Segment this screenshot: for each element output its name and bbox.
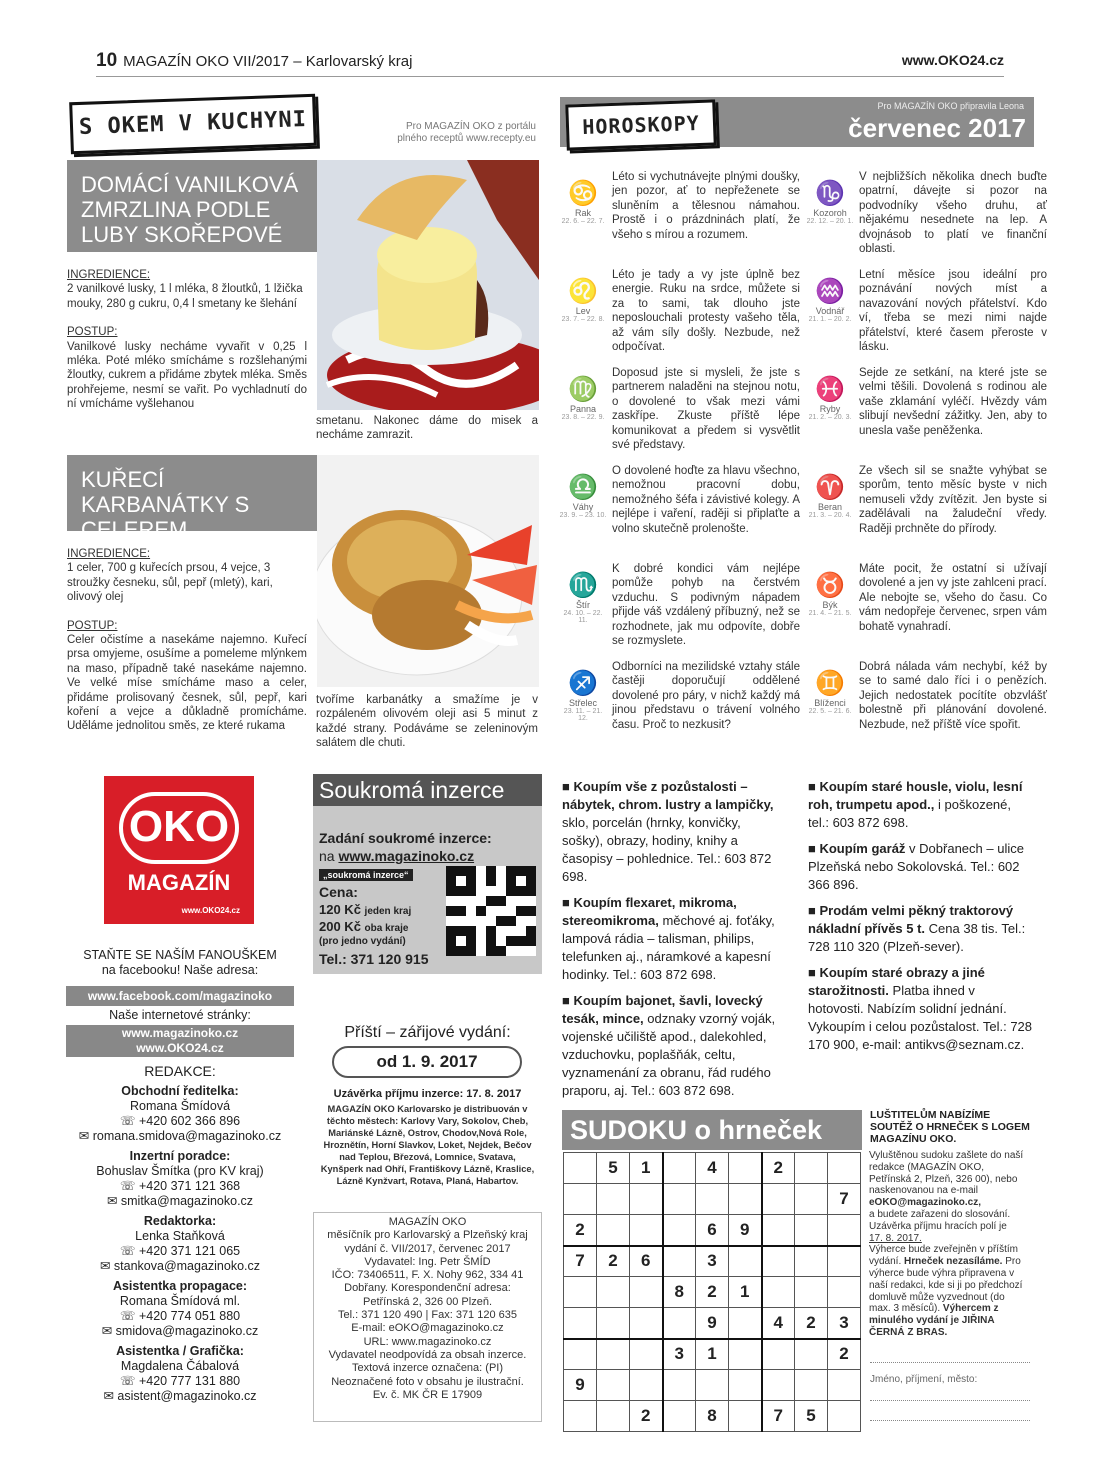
sudoku-separator	[870, 1362, 1030, 1363]
sudoku-cell[interactable]: 2	[597, 1246, 630, 1277]
sudoku-cell[interactable]	[762, 1215, 795, 1246]
zodiac-date: 21. 2. – 20. 3.	[808, 414, 852, 421]
horoscope-month: červenec 2017	[848, 113, 1026, 143]
recipe1-steps: Vanilkové lusky necháme vyvařit v 0,25 l mléka. Poté mléko smícháme s rozšlehanými žloutky, cukrem a přidáme zbytek mléka. Směs prohřejeme, nesmí se vařit. Po vychladnutí do ní vmícháme vyšlehanou	[67, 340, 307, 411]
sudoku-cell[interactable]	[564, 1277, 597, 1308]
sudoku-cell[interactable]	[630, 1277, 663, 1308]
ad-headline: Koupím garáž	[819, 841, 906, 856]
sudoku-cell[interactable]: 2	[630, 1401, 663, 1432]
classified-ad: ■ Koupím bajonet, šavli, lovecký tesák, mince, odznaky vzorný voják, vojenské učiliště apod., dalekohled, vzduchovku, poplašňák, celtu, vyznamenání za obranu, řád rudého praporu, aj. Tel.: 603 872 698.	[562, 993, 776, 1098]
zodiac-date: 22. 5. – 21. 6.	[808, 708, 852, 715]
zodiac-icon: ♋	[568, 180, 598, 207]
zodiac-text: Léto je tady a vy jste úplně bez energie. Ruku na srdce, můžete si za to sami, tak dlouho jste neposlouchali protesty vašeho těla, až vám síly došly. Nezbude, než odpočívat.	[612, 269, 800, 354]
classified-ad: ■ Koupím vše z pozůstalosti – nábytek, chrom. lustry a lampičky, sklo, porcelán (hrnky, konvičky, sošky), obrazy, hodiny, knihy a časopisy – pohlednice. Tel.: 603 872 698.	[562, 779, 774, 884]
sudoku-cell[interactable]	[564, 1308, 597, 1339]
sudoku-cell[interactable]: 7	[564, 1246, 597, 1277]
sudoku-rules	[869, 1150, 1029, 1339]
sudoku-cell[interactable]: 8	[696, 1401, 729, 1432]
zodiac-text: Máte pocit, že ostatní si užívají dovolené a jen vy jste zahlceni prací. Ale nebojte se, všeho do času. Co vám nedopřeje červenec, srpen vám bohatě vynahradí.	[859, 563, 1047, 633]
sudoku-cell[interactable]: 5	[795, 1401, 828, 1432]
ads-right-column	[808, 778, 1034, 1062]
inzerce-title: Soukromá inzerce	[313, 774, 542, 806]
ad-headline: Koupím vše z pozůstalosti – nábytek, chrom. lustry a lampičky,	[562, 779, 774, 812]
next-date: od 1. 9. 2017	[332, 1046, 522, 1078]
zodiac-sign	[805, 572, 855, 617]
sudoku-field-line-2[interactable]	[870, 1420, 1030, 1421]
recipe1-post-label: POSTUP:	[67, 326, 118, 339]
horoscope-item	[558, 268, 800, 366]
sudoku-cell[interactable]	[696, 1370, 729, 1401]
sudoku-cell[interactable]: 9	[729, 1215, 762, 1246]
kitchen-banner: S OKEM V KUCHYNI	[69, 94, 317, 155]
rules-3: Výherce bude zveřejněn v příštím vydání.	[869, 1244, 1018, 1268]
sudoku-cell[interactable]	[663, 1370, 696, 1401]
person-email[interactable]: ✉ smidova@magazinoko.cz	[101, 1324, 259, 1338]
price-1: 120 Kč	[319, 902, 361, 917]
sudoku-cell[interactable]	[762, 1339, 795, 1370]
logo-magazin: MAGAZÍN	[127, 870, 231, 895]
header-divider	[96, 76, 1004, 77]
redakce-title: REDAKCE:	[144, 1063, 216, 1079]
person-email[interactable]: ✉ smitka@magazinoko.cz	[106, 1194, 254, 1208]
zodiac-sign	[558, 180, 608, 225]
impressum-line: vydání č. VII/2017, červenec 2017	[344, 1242, 511, 1255]
sudoku-cell[interactable]	[762, 1184, 795, 1215]
sudoku-cell[interactable]	[729, 1246, 762, 1277]
sudoku-cell[interactable]	[597, 1401, 630, 1432]
ads-left-column	[562, 778, 784, 1108]
sudoku-cell[interactable]: 3	[828, 1308, 861, 1339]
zodiac-icon: ♓	[815, 376, 845, 403]
zodiac-name: Beran	[817, 502, 843, 512]
zodiac-text: O dovolené hoďte za hlavu všechno, nemožnou pracovní dobu, nemožného šéfa i závistivé kolegy. A nejlépe i vaření, raději si připlaťte a volno skutečně prolenošte.	[612, 465, 800, 535]
zodiac-text: Léto si vychutnávejte plnými doušky, jen pozor, ať to nepřeženete se sluněním a tělesnou námahou. Prostě i o prázdninách platí, že všeho s mírou a rozumem.	[612, 171, 800, 241]
sudoku-cell[interactable]	[696, 1184, 729, 1215]
zodiac-icon: ♊	[815, 670, 845, 697]
recipe2-post-label: POSTUP:	[67, 619, 118, 632]
issue-title: MAGAZÍN OKO VII/2017 – Karlovarský kraj	[123, 53, 413, 70]
sudoku-cell[interactable]: 3	[663, 1339, 696, 1370]
sudoku-cell[interactable]: 4	[762, 1308, 795, 1339]
sudoku-cell[interactable]: 2	[696, 1277, 729, 1308]
zodiac-sign	[558, 376, 608, 421]
rules-nosend: Hrneček nezasíláme.	[904, 1256, 1003, 1268]
impressum-line: IČO: 73406511, F. X. Nohy 962, 334 41	[331, 1269, 524, 1282]
recipe1-body	[67, 268, 307, 412]
sudoku-cell[interactable]	[564, 1184, 597, 1215]
price-note: (pro jedno vydání)	[319, 936, 406, 947]
recipe2-ing-label: INGREDIENCE:	[67, 548, 151, 560]
sudoku-cell[interactable]: 1	[729, 1277, 762, 1308]
sudoku-cell[interactable]	[795, 1215, 828, 1246]
sudoku-cell[interactable]	[795, 1370, 828, 1401]
zodiac-text: Odborníci na mezilidské vztahy stále častěji doporučují oddělené dovolené pro páry, v nichž každý má jinou představu o trávení volného času. Proč to nezkusit?	[612, 661, 800, 731]
ad-text: v Dobřanech – ulice Plzeňská nebo Sokolovská. Tel.: 602 366 896.	[808, 841, 1024, 892]
redakce-list	[66, 1084, 294, 1409]
web-link-1[interactable]: www.magazinoko.cz	[121, 1026, 239, 1040]
zodiac-icon: ♈	[815, 474, 845, 501]
sudoku-cell[interactable]	[762, 1277, 795, 1308]
recipe1-ing-label: INGREDIENCE:	[67, 269, 151, 281]
person-phone[interactable]: ☏ +420 777 131 880	[119, 1374, 241, 1388]
impressum-line: Textová inzerce označena: (PI)	[351, 1362, 504, 1375]
recipe1-photo	[317, 160, 539, 410]
sudoku-cell[interactable]	[828, 1153, 861, 1184]
sudoku-cell[interactable]	[630, 1370, 663, 1401]
ad-headline: Koupím bajonet, šavli, lovecký tesák, mince,	[562, 993, 763, 1026]
sudoku-cell[interactable]	[630, 1339, 663, 1370]
kitchen-credit: Pro MAGAZÍN OKO z portálu plného receptů www.recepty.eu	[397, 121, 536, 144]
recipe2-steps: Celer očistíme a nasekáme najemno. Kuřecí prsa omyjeme, osušíme a pomeleme mlýnkem na maso, případně také nasekáme najemno. Ve velké míse smícháme maso a celer, přidáme prolisovaný česnek, sůl, pepř, kari koření a vejce a důkladně promícháme. Uděláme jednolitou směs, ze které rukama	[67, 634, 307, 733]
zodiac-name: Ryby	[819, 404, 841, 414]
zodiac-date: 23. 7. – 22. 8.	[561, 316, 605, 323]
redakce-person	[66, 1279, 294, 1339]
person-phone[interactable]: ☏ +420 774 051 880	[119, 1309, 241, 1323]
sudoku-cell[interactable]	[630, 1184, 663, 1215]
sudoku-cell[interactable]: 6	[630, 1246, 663, 1277]
ad-headline: Koupím flexaret, mikroma, stereomikroma,	[562, 895, 737, 928]
rules-1: Vyluštěnou sudoku zašlete do naší redakce (MAGAZÍN OKO, Petřínská 2, Plzeň, 326 00), nebo naskenovanou na e-mail	[869, 1150, 1024, 1197]
inzerce-box	[313, 806, 542, 974]
sudoku-cell[interactable]	[564, 1153, 597, 1184]
rules-email[interactable]: eOKO@magazinoko.cz,	[869, 1197, 981, 1209]
zodiac-icon: ♍	[568, 376, 598, 403]
sudoku-cell[interactable]	[795, 1153, 828, 1184]
page-number: 10	[96, 50, 118, 71]
zodiac-icon: ♑	[815, 180, 845, 207]
distribution: MAGAZÍN OKO Karlovarsko je distribuován v těchto městech: Karlovy Vary, Sokolov, Cheb, Mariánské Lázně, Ostrov, Chodov,Nová Role, Hroznětín, Horní Slavkov, Loket, Nejdek, Bečov nad Teplou, Březová, Lomnice, Svatava, Kynšperk nad Ohří, Františkovy Lázně, Kraslice, Lázně Kynžvart, Rotava, Planá, Habartov.	[320, 1104, 535, 1186]
horoscope-item	[805, 366, 1047, 464]
web-links	[66, 1025, 294, 1057]
impressum-line: MAGAZÍN OKO	[388, 1216, 467, 1228]
classified-ad: ■ Koupím staré housle, violu, lesní roh, trumpetu apod., i poškozené, tel.: 603 872 698.	[808, 779, 1023, 830]
impressum-line: Petřínská 2, 326 00 Plzeň.	[362, 1295, 493, 1308]
impressum-line: URL: www.magazinoko.cz	[363, 1335, 492, 1348]
next-label: Příští – zářijové vydání:	[344, 1024, 511, 1041]
redakce-person	[66, 1149, 294, 1209]
recipe2-body	[67, 547, 307, 734]
sudoku-cell[interactable]	[597, 1339, 630, 1370]
horoscope-item	[805, 170, 1047, 268]
zodiac-name: Štír	[575, 600, 590, 610]
impressum-box	[313, 1212, 542, 1422]
sudoku-cell[interactable]	[597, 1277, 630, 1308]
impressum-line: E-mail: eOKO@magazinoko.cz	[351, 1322, 504, 1335]
zodiac-name: Vodnář	[815, 306, 845, 316]
zodiac-sign	[558, 670, 608, 722]
person-phone[interactable]: ☏ +420 602 366 896	[119, 1114, 241, 1128]
inzerce-zadani: Zadání soukromé inzerce:	[319, 830, 492, 846]
fan-line2: na facebooku! Naše adresa:	[101, 963, 259, 977]
horoscope-item	[558, 170, 800, 268]
person-name: Romana Šmídová ml.	[119, 1294, 241, 1308]
sudoku-cell[interactable]	[663, 1153, 696, 1184]
recipe2-photo	[317, 455, 539, 687]
uzaverka: Uzávěrka příjmu inzerce: 17. 8. 2017	[333, 1088, 522, 1100]
sudoku-cell[interactable]: 9	[696, 1308, 729, 1339]
sudoku-cell[interactable]: 1	[696, 1339, 729, 1370]
inzerce-url[interactable]: www.magazinoko.cz	[338, 848, 475, 864]
web-label: Naše internetové stránky:	[109, 1008, 251, 1022]
sudoku-cell[interactable]	[663, 1401, 696, 1432]
zodiac-name: Býk	[822, 600, 838, 610]
inzerce-tag: „soukromá inzerce“	[319, 869, 413, 881]
sudoku-cell[interactable]	[597, 1215, 630, 1246]
inzerce-tel: Tel.: 371 120 915	[319, 951, 429, 967]
sudoku-cell[interactable]	[795, 1277, 828, 1308]
horoscope-item	[558, 464, 800, 562]
zodiac-name: Blíženci	[814, 698, 846, 708]
sudoku-cell[interactable]	[630, 1215, 663, 1246]
ad-headline: Koupím staré obrazy a jiné starožitnosti.	[808, 965, 985, 998]
sudoku-title: SUDOKU o hrneček	[562, 1110, 862, 1150]
horoscope-banner: HOROSKOPY	[565, 99, 717, 150]
sudoku-cell[interactable]	[828, 1215, 861, 1246]
zodiac-date: 23. 9. – 23. 10.	[559, 512, 607, 519]
person-role: Redaktorka:	[143, 1214, 217, 1228]
ad-headline: Koupím staré housle, violu, lesní roh, trumpetu apod.,	[808, 779, 1023, 812]
sudoku-cell[interactable]	[663, 1215, 696, 1246]
price-1-scope: jeden kraj	[364, 906, 412, 917]
sudoku-grid[interactable]	[563, 1152, 861, 1432]
sudoku-cell[interactable]	[729, 1153, 762, 1184]
zodiac-sign	[805, 376, 855, 421]
ad-text: měchové aj. foťáky, lampová rádia – talisman, philips, telefunken aj., náramkové a kapesní hodinky. Tel.: 603 872 698.	[562, 913, 775, 982]
sudoku-cell[interactable]	[663, 1246, 696, 1277]
meatball-illustration	[317, 455, 539, 687]
classified-ad: ■ Koupím flexaret, mikroma, stereomikroma, měchové aj. foťáky, lampová rádia – talisman, philips, telefunken aj., náramkové a kapesní hodinky. Tel.: 603 872 698.	[562, 895, 775, 982]
zodiac-sign	[805, 278, 855, 323]
rules-winner: Výhercem z minulého vydání je JIŘINA ČERNÁ Z BRAS.	[869, 1303, 999, 1338]
zodiac-date: 21. 4. – 21. 5.	[808, 610, 852, 617]
sudoku-cell[interactable]: 9	[564, 1370, 597, 1401]
fan-line1: STAŇTE SE NAŠÍM FANOUŠKEM	[83, 948, 277, 962]
zodiac-name: Kozoroh	[813, 208, 847, 218]
zodiac-text: Dobrá nálada vám nechybí, kéž by se to samé dalo říci i o penězích. Jejich nedostatek pocítíte obzvlášť bolestně při plánování dovolené. Nezbude, než příště více spořit.	[859, 661, 1047, 731]
sudoku-field-label: Jméno, příjmení, město:	[870, 1374, 978, 1385]
sudoku-cell[interactable]: 2	[795, 1308, 828, 1339]
zodiac-icon: ♎	[568, 474, 598, 501]
sudoku-cell[interactable]	[762, 1246, 795, 1277]
ice-cream-illustration	[317, 160, 539, 410]
ad-text: Platba ihned v hotovosti. Nabízím solidní jednání. Vykoupím i celou pozůstalost. Tel.: 728 170 900, e-mail: antikvs@seznam.cz.	[808, 983, 1033, 1052]
sudoku-cell[interactable]	[729, 1401, 762, 1432]
person-name: Romana Šmídová	[129, 1099, 231, 1113]
sudoku-cell[interactable]	[795, 1246, 828, 1277]
redakce-person	[66, 1084, 294, 1144]
price-2-scope: oba kraje	[364, 923, 409, 934]
sudoku-cell[interactable]	[597, 1370, 630, 1401]
zodiac-sign	[805, 474, 855, 519]
sudoku-cell[interactable]	[828, 1246, 861, 1277]
sudoku-cell[interactable]: 3	[696, 1246, 729, 1277]
sudoku-cell[interactable]: 5	[597, 1153, 630, 1184]
zodiac-icon: ♌	[568, 278, 598, 305]
impressum-line: Neoznačené foto v obsahu je ilustrační.	[331, 1375, 524, 1388]
zodiac-text: Letní měsíce jsou ideální pro poznávání nových míst a navazování nových přátelství. Kdo ví, třeba se mezi nimi najde přátelství, které časem přeroste v lásku.	[859, 269, 1047, 354]
rules-4: Pro výherce bude výhra připravena v naší redakci, kde si ji po předchozí domluvě může vyzvednout (do max. 3 měsíců).	[869, 1256, 1023, 1315]
sudoku-cell[interactable]	[564, 1339, 597, 1370]
sudoku-cell[interactable]: 7	[828, 1184, 861, 1215]
qr-code-icon[interactable]	[446, 866, 536, 956]
zodiac-text: K dobré kondici vám nejlépe pomůže pohyb na čerstvém vzduchu. S podivným nápadem přijde váš vzdálený příbuzný, než se rozhodnete, jak mu odpovíte, dobře se rozmyslete.	[612, 563, 800, 648]
redakce-person	[66, 1214, 294, 1274]
impressum-line: Ev. č. MK ČR E 17909	[372, 1388, 483, 1401]
inzerce-cena: Cena:	[319, 884, 358, 900]
person-role: Obchodní ředitelka:	[121, 1084, 239, 1098]
zodiac-icon: ♏	[568, 572, 598, 599]
zodiac-name: Váhy	[572, 502, 594, 512]
redakce-person	[66, 1344, 294, 1404]
sudoku-cell[interactable]	[729, 1370, 762, 1401]
zodiac-date: 21. 1. – 20. 2.	[808, 316, 852, 323]
sudoku-cell[interactable]: 4	[696, 1153, 729, 1184]
web-link-2[interactable]: www.OKO24.cz	[136, 1041, 224, 1055]
ad-text: Cena 38 tis. Tel.: 728 110 320 (Plzeň-sever).	[808, 921, 1026, 954]
sudoku-cell[interactable]	[663, 1308, 696, 1339]
person-role: Inzertní poradce:	[129, 1149, 231, 1163]
ad-headline: Prodám velmi pěkný traktorový nákladní přívěs 5 t.	[808, 903, 1014, 936]
rules-2: a budete zařazeni do slosování. Uzávěrka příjmu hracích polí je	[869, 1208, 1011, 1232]
sudoku-offer: LUŠTITELŮM NABÍZÍME SOUTĚŽ O HRNEČEK S LOGEM MAGAZÍNU OKO.	[870, 1109, 1030, 1145]
logo-oko: OKO	[119, 792, 239, 864]
zodiac-text: V nejbližších několika dnech buďte opatrní, dávejte si pozor na podvodníky všeho druhu, ať nějakému nesednete na lep. A dvojnásob to platí ve finanční oblasti.	[859, 171, 1047, 256]
zodiac-date: 23. 8. – 22. 9.	[561, 414, 605, 421]
person-name: Lenka Staňková	[135, 1229, 225, 1243]
horoscope-item	[805, 268, 1047, 366]
facebook-link[interactable]: www.facebook.com/magazinoko	[66, 986, 294, 1006]
zodiac-name: Rak	[574, 208, 591, 218]
sudoku-cell[interactable]	[795, 1339, 828, 1370]
sudoku-cell[interactable]	[729, 1339, 762, 1370]
impressum-line: měsíčník pro Karlovarský a Plzeňský kraj	[327, 1229, 528, 1242]
horoscope-item	[805, 464, 1047, 562]
horoscope-item	[805, 562, 1047, 660]
impressum-line: Tel.: 371 120 490 | Fax: 371 120 635	[338, 1309, 517, 1322]
zodiac-text: Doposud jste si mysleli, že jste s partnerem naladěni na stejnou notu, o dovolené to však mezi vámi zaskřípe. Zkuste příště lépe komunikovat a předem si vysvětlit své představy.	[612, 367, 800, 452]
horoscope-item	[558, 562, 800, 660]
zodiac-sign	[558, 474, 608, 519]
ad-text: sklo, porcelán (hrnky, konvičky, sošky), obrazy, hodiny, knihy a časopisy – pohlednice. Tel.: 603 872 698.	[562, 815, 772, 884]
inzerce-na: na	[319, 848, 335, 864]
sudoku-cell[interactable]	[729, 1308, 762, 1339]
zodiac-date: 23. 11. – 21. 12.	[563, 708, 603, 722]
zodiac-icon: ♐	[568, 670, 598, 697]
sudoku-cell[interactable]: 6	[696, 1215, 729, 1246]
sudoku-cell[interactable]	[828, 1370, 861, 1401]
zodiac-name: Střelec	[568, 698, 597, 708]
sudoku-cell[interactable]	[597, 1184, 630, 1215]
ad-text: i poškozené, tel.: 603 872 698.	[808, 797, 1011, 830]
recipe1-ingredients: 2 vanilkové lusky, 1 l mléka, 8 žloutků, 1 lžička mouky, 280 g cukru, 0,4 l smetany ke šlehání	[67, 283, 303, 310]
horoscope-item	[558, 366, 800, 464]
sudoku-cell[interactable]	[597, 1308, 630, 1339]
person-phone[interactable]: ☏ +420 371 121 065	[119, 1244, 241, 1258]
recipe1-steps-cont: smetanu. Nakonec dáme do misek a necháme zamrazit.	[316, 415, 538, 442]
sudoku-cell[interactable]: 8	[663, 1277, 696, 1308]
person-phone[interactable]: ☏ +420 371 121 368	[119, 1179, 241, 1193]
site-url[interactable]: www.OKO24.cz	[901, 52, 1004, 68]
person-email[interactable]: ✉ stankova@magazinoko.cz	[99, 1259, 261, 1273]
rules-deadline: 17. 8. 2017.	[869, 1232, 922, 1244]
person-email[interactable]: ✉ romana.smidova@magazinoko.cz	[78, 1129, 282, 1143]
zodiac-icon: ♉	[815, 572, 845, 599]
person-name: Magdalena Čábalová	[120, 1359, 240, 1373]
page-header	[96, 50, 412, 72]
fan-block	[66, 948, 294, 978]
sudoku-cell[interactable]: 2	[828, 1339, 861, 1370]
logo-url: www.OKO24.cz	[181, 906, 240, 915]
zodiac-date: 22. 6. – 22. 7.	[561, 218, 605, 225]
oko-logo	[104, 776, 254, 924]
impressum-line: Vydavatel: Ing. Petr ŠMÍD	[364, 1255, 491, 1268]
zodiac-sign	[805, 180, 855, 225]
sudoku-cell[interactable]: 7	[762, 1401, 795, 1432]
zodiac-sign	[558, 278, 608, 323]
sudoku-cell[interactable]: 2	[564, 1215, 597, 1246]
sudoku-cell[interactable]	[663, 1184, 696, 1215]
recipe1-title: DOMÁCÍ VANILKOVÁ ZMRZLINA PODLE LUBY SKOŘEPOVÉ	[67, 160, 317, 252]
zodiac-icon: ♒	[815, 278, 845, 305]
zodiac-sign	[805, 670, 855, 715]
sudoku-cell[interactable]	[828, 1401, 861, 1432]
zodiac-text: Sejde ze setkání, na které jste se velmi těšili. Dovolená s rodinou ale vaše zklamání vyléčí. Hvězdy vám slibují nevšední zážitky. Jen, aby to unesla vaše peněženka.	[859, 367, 1047, 437]
sudoku-cell[interactable]: 1	[630, 1153, 663, 1184]
zodiac-date: 21. 3. – 20. 4.	[808, 512, 852, 519]
classified-ad: ■ Prodám velmi pěkný traktorový nákladní přívěs 5 t. Cena 38 tis. Tel.: 728 110 320 (Plzeň-sever).	[808, 903, 1026, 954]
person-role: Asistentka / Grafička:	[116, 1344, 244, 1358]
zodiac-sign	[558, 572, 608, 624]
horoscope-credit: Pro MAGAZÍN OKO připravila Leona	[877, 101, 1024, 111]
classified-ad: ■ Koupím garáž v Dobřanech – ulice Plzeňská nebo Sokolovská. Tel.: 602 366 896.	[808, 841, 1024, 892]
impressum-line: Dobřany. Korespondenční adresa:	[344, 1282, 511, 1295]
zodiac-name: Lev	[575, 306, 591, 316]
sudoku-cell[interactable]	[729, 1184, 762, 1215]
sudoku-cell[interactable]	[762, 1370, 795, 1401]
horoscope-left-column	[558, 170, 800, 760]
zodiac-date: 22. 12. – 20. 1.	[806, 218, 854, 225]
zodiac-text: Ze všech sil se snažte vyhýbat se sporům, tento měsíc byste v nich nemuseli vždy zvítězit. Jen byste si zadělávali na žaludeční vředy. Raději prchněte do přírody.	[859, 465, 1047, 535]
impressum-line: Vydavatel neodpovídá za obsah inzerce.	[328, 1348, 527, 1361]
recipe2-ingredients: 1 celer, 700 g kuřecích prsou, 4 vejce, 3 stroužky česneku, sůl, pepř (mletý), kari, olivový olej	[67, 562, 273, 604]
sudoku-cell[interactable]: 2	[762, 1153, 795, 1184]
person-email[interactable]: ✉ asistent@magazinoko.cz	[103, 1389, 257, 1403]
horoscope-right-column	[805, 170, 1047, 760]
recipe2-steps-cont: tvoříme karbanátky a smažíme je v rozpáleném olivovém oleji asi 5 minut z každé strany. Podáváme se zeleninovým salátem dle chuti.	[316, 694, 538, 750]
zodiac-name: Panna	[569, 404, 597, 414]
person-name: Bohuslav Šmítka (pro KV kraj)	[96, 1164, 264, 1178]
sudoku-cell[interactable]	[828, 1277, 861, 1308]
sudoku-field-line-1[interactable]	[870, 1400, 1030, 1401]
classified-ad: ■ Koupím staré obrazy a jiné starožitnosti. Platba ihned v hotovosti. Nabízím solidní jednání. Vykoupím i celou pozůstalost. Tel.: 728 170 900, e-mail: antikvs@seznam.cz.	[808, 965, 1033, 1052]
ad-text: odznaky vzorný voják, vojenské učiliště apod., dalekohled, vzduchovku, poplašňák, celtu, vyznamenání za obranu, řád rudého praporu, aj. Tel.: 603 872 698.	[562, 1011, 776, 1098]
recipe2-title: KUŘECÍ KARBANÁTKY S CELEREM	[67, 455, 317, 531]
zodiac-date: 24. 10. – 22. 11.	[563, 610, 603, 624]
sudoku-cell[interactable]	[795, 1184, 828, 1215]
horoscope-item	[558, 660, 800, 758]
sudoku-cell[interactable]	[630, 1308, 663, 1339]
person-role: Asistentka propagace:	[112, 1279, 248, 1293]
sudoku-cell[interactable]	[564, 1401, 597, 1432]
price-2: 200 Kč	[319, 919, 361, 934]
horoscope-item	[805, 660, 1047, 758]
